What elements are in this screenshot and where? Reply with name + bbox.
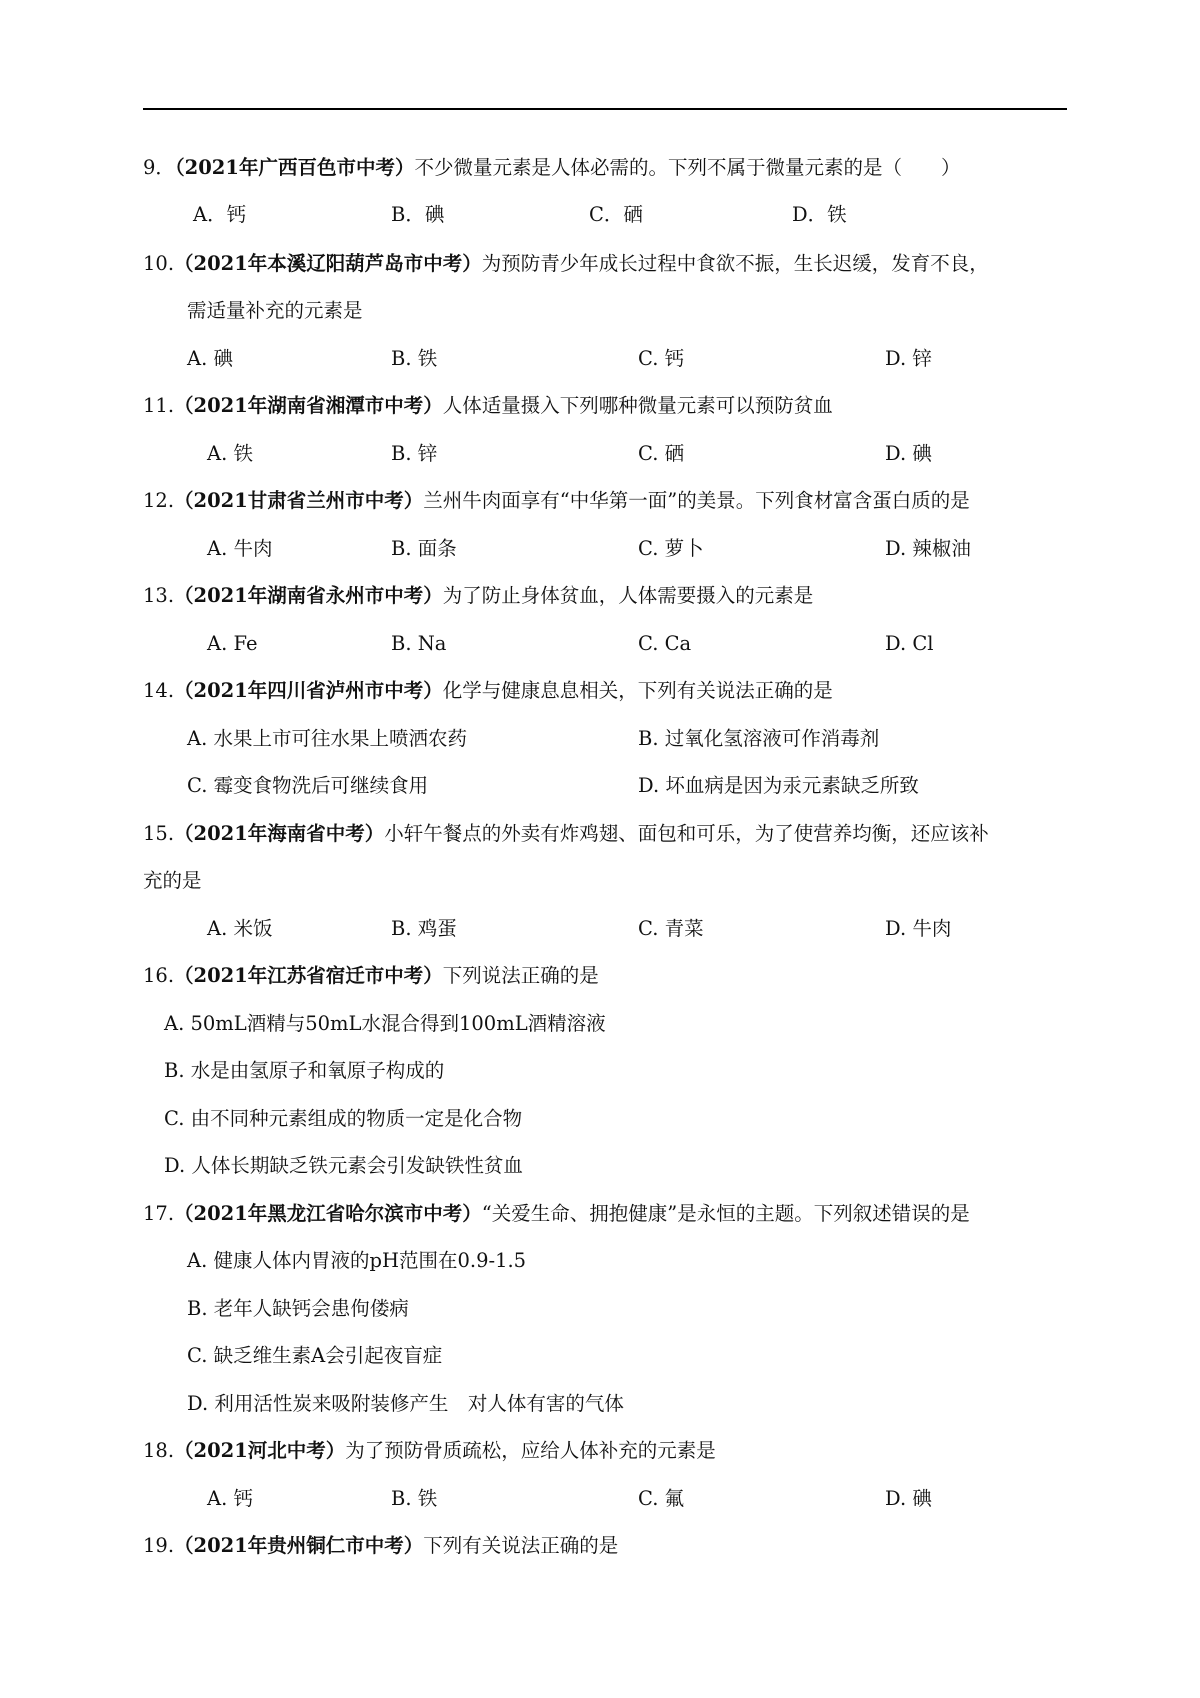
question-16-option-d: D. 人体长期缺乏铁元素会引发缺铁性贫血 (164, 1154, 523, 1177)
question-14-line (143, 678, 833, 704)
question-number: 14. (143, 679, 175, 702)
question-16-line (143, 963, 599, 989)
question-number: 16. (143, 964, 175, 987)
question-number: 17. (143, 1202, 175, 1225)
option-c: C. 萝卜 (638, 537, 704, 560)
option-d: D. Cl (885, 632, 934, 655)
option-c: C．硒 (589, 203, 643, 226)
question-source: （2021年本溪辽阳葫芦岛市中考） (174, 252, 482, 275)
question-17-option-b: B. 老年人缺钙会患佝偻病 (187, 1297, 409, 1320)
question-stem: 为了预防骨质疏松，应给人体补充的元素是 (345, 1439, 716, 1462)
question-source: （2021年海南省中考） (174, 822, 385, 845)
option-d: D. 辣椒油 (885, 537, 971, 560)
option-c: C. Ca (638, 632, 692, 655)
question-number: 19. (143, 1534, 175, 1557)
option-d: D. 坏血病是因为汞元素缺乏所致 (638, 774, 919, 797)
question-11-line (143, 393, 833, 419)
question-stem: 为预防青少年成长过程中食欲不振，生长迟缓，发育不良， (481, 252, 989, 275)
question-number: 15. (143, 822, 175, 845)
question-17-option-c: C. 缺乏维生素A会引起夜盲症 (187, 1344, 443, 1367)
option-a: A. 水果上市可往水果上喷洒农药 (187, 727, 467, 750)
option-c: C. 氟 (638, 1487, 685, 1510)
question-number: 11. (143, 394, 175, 417)
option-d: D. 牛肉 (885, 917, 952, 940)
option-c: C. 青菜 (638, 917, 704, 940)
option-b: B. 鸡蛋 (391, 917, 457, 940)
question-19-line (143, 1533, 618, 1559)
question-stem: 下列有关说法正确的是 (423, 1534, 619, 1557)
question-stem: 兰州牛肉面享有“中华第一面”的美景。下列食材富含蛋白质的是 (423, 489, 970, 512)
option-b: B. 面条 (391, 537, 457, 560)
option-c: C. 钙 (638, 347, 685, 370)
question-12-line (143, 488, 970, 514)
option-b: B. 铁 (391, 1487, 438, 1510)
question-stem: 小轩午餐点的外卖有炸鸡翅、面包和可乐，为了使营养均衡，还应该补 (384, 822, 989, 845)
question-9-line (143, 155, 960, 181)
option-d: D. 锌 (885, 347, 932, 370)
option-b: B. 锌 (391, 442, 438, 465)
question-number: 9． (143, 156, 175, 179)
question-16-option-b: B. 水是由氢原子和氧原子构成的 (164, 1059, 445, 1082)
question-source: （2021年黑龙江省哈尔滨市中考） (174, 1202, 482, 1225)
question-source: （2021年贵州铜仁市中考） (174, 1534, 424, 1557)
question-number: 12. (143, 489, 175, 512)
question-10-line (143, 251, 989, 277)
option-d: D. 碘 (885, 1487, 932, 1510)
question-number: 18. (143, 1439, 175, 1462)
option-c: C. 硒 (638, 442, 685, 465)
question-17-option-d: D. 利用活性炭来吸附装修产生 对人体有害的气体 (187, 1392, 624, 1415)
question-source: （2021甘肃省兰州市中考） (174, 489, 424, 512)
question-number: 10. (143, 252, 175, 275)
question-17-line (143, 1201, 970, 1227)
option-a: A. 牛肉 (207, 537, 273, 560)
question-16-option-c: C. 由不同种元素组成的物质一定是化合物 (164, 1107, 523, 1130)
question-16-option-a: A. 50mL酒精与50mL水混合得到100mL酒精溶液 (164, 1012, 606, 1035)
question-stem: 下列说法正确的是 (442, 964, 599, 987)
question-stem: 化学与健康息息相关，下列有关说法正确的是 (442, 679, 833, 702)
question-stem: 为了防止身体贫血，人体需要摄入的元素是 (442, 584, 814, 607)
question-stem: “关爱生命、拥抱健康”是永恒的主题。下列叙述错误的是 (481, 1202, 970, 1225)
option-a: A. 米饭 (207, 917, 273, 940)
question-stem: 不少微量元素是人体必需的。下列不属于微量元素的是（ ） (414, 156, 961, 179)
question-source: （2021年湖南省永州市中考） (174, 584, 443, 607)
option-d: D. 碘 (885, 442, 932, 465)
question-source: （2021河北中考） (174, 1439, 346, 1462)
question-source: （2021年四川省泸州市中考） (174, 679, 443, 702)
question-stem: 人体适量摄入下列哪种微量元素可以预防贫血 (442, 394, 833, 417)
option-c: C. 霉变食物洗后可继续食用 (187, 774, 429, 797)
question-13-line (143, 583, 813, 609)
question-10-stem-continued: 需适量补充的元素是 (187, 299, 363, 322)
option-b: B. 铁 (391, 347, 438, 370)
option-b: B. 过氧化氢溶液可作消毒剂 (638, 727, 880, 750)
question-number: 13. (143, 584, 175, 607)
option-b: B. Na (391, 632, 447, 655)
option-a: A．钙 (193, 203, 247, 226)
option-d: D．铁 (792, 203, 847, 226)
option-a: A. 钙 (207, 1487, 253, 1510)
question-source: （2021年广西百色市中考） (174, 156, 415, 179)
question-source: （2021年湖南省湘潭市中考） (174, 394, 443, 417)
option-b: B．碘 (391, 203, 445, 226)
option-a: A. Fe (207, 632, 258, 655)
question-source: （2021年江苏省宿迁市中考） (174, 964, 443, 987)
question-15-stem-continued: 充的是 (143, 869, 202, 892)
option-a: A. 铁 (207, 442, 253, 465)
header-rule (143, 108, 1067, 110)
option-a: A. 碘 (187, 347, 233, 370)
question-17-option-a: A. 健康人体内胃液的pH范围在0.9-1.5 (187, 1249, 527, 1272)
question-18-line (143, 1438, 716, 1464)
question-15-line (143, 821, 989, 847)
